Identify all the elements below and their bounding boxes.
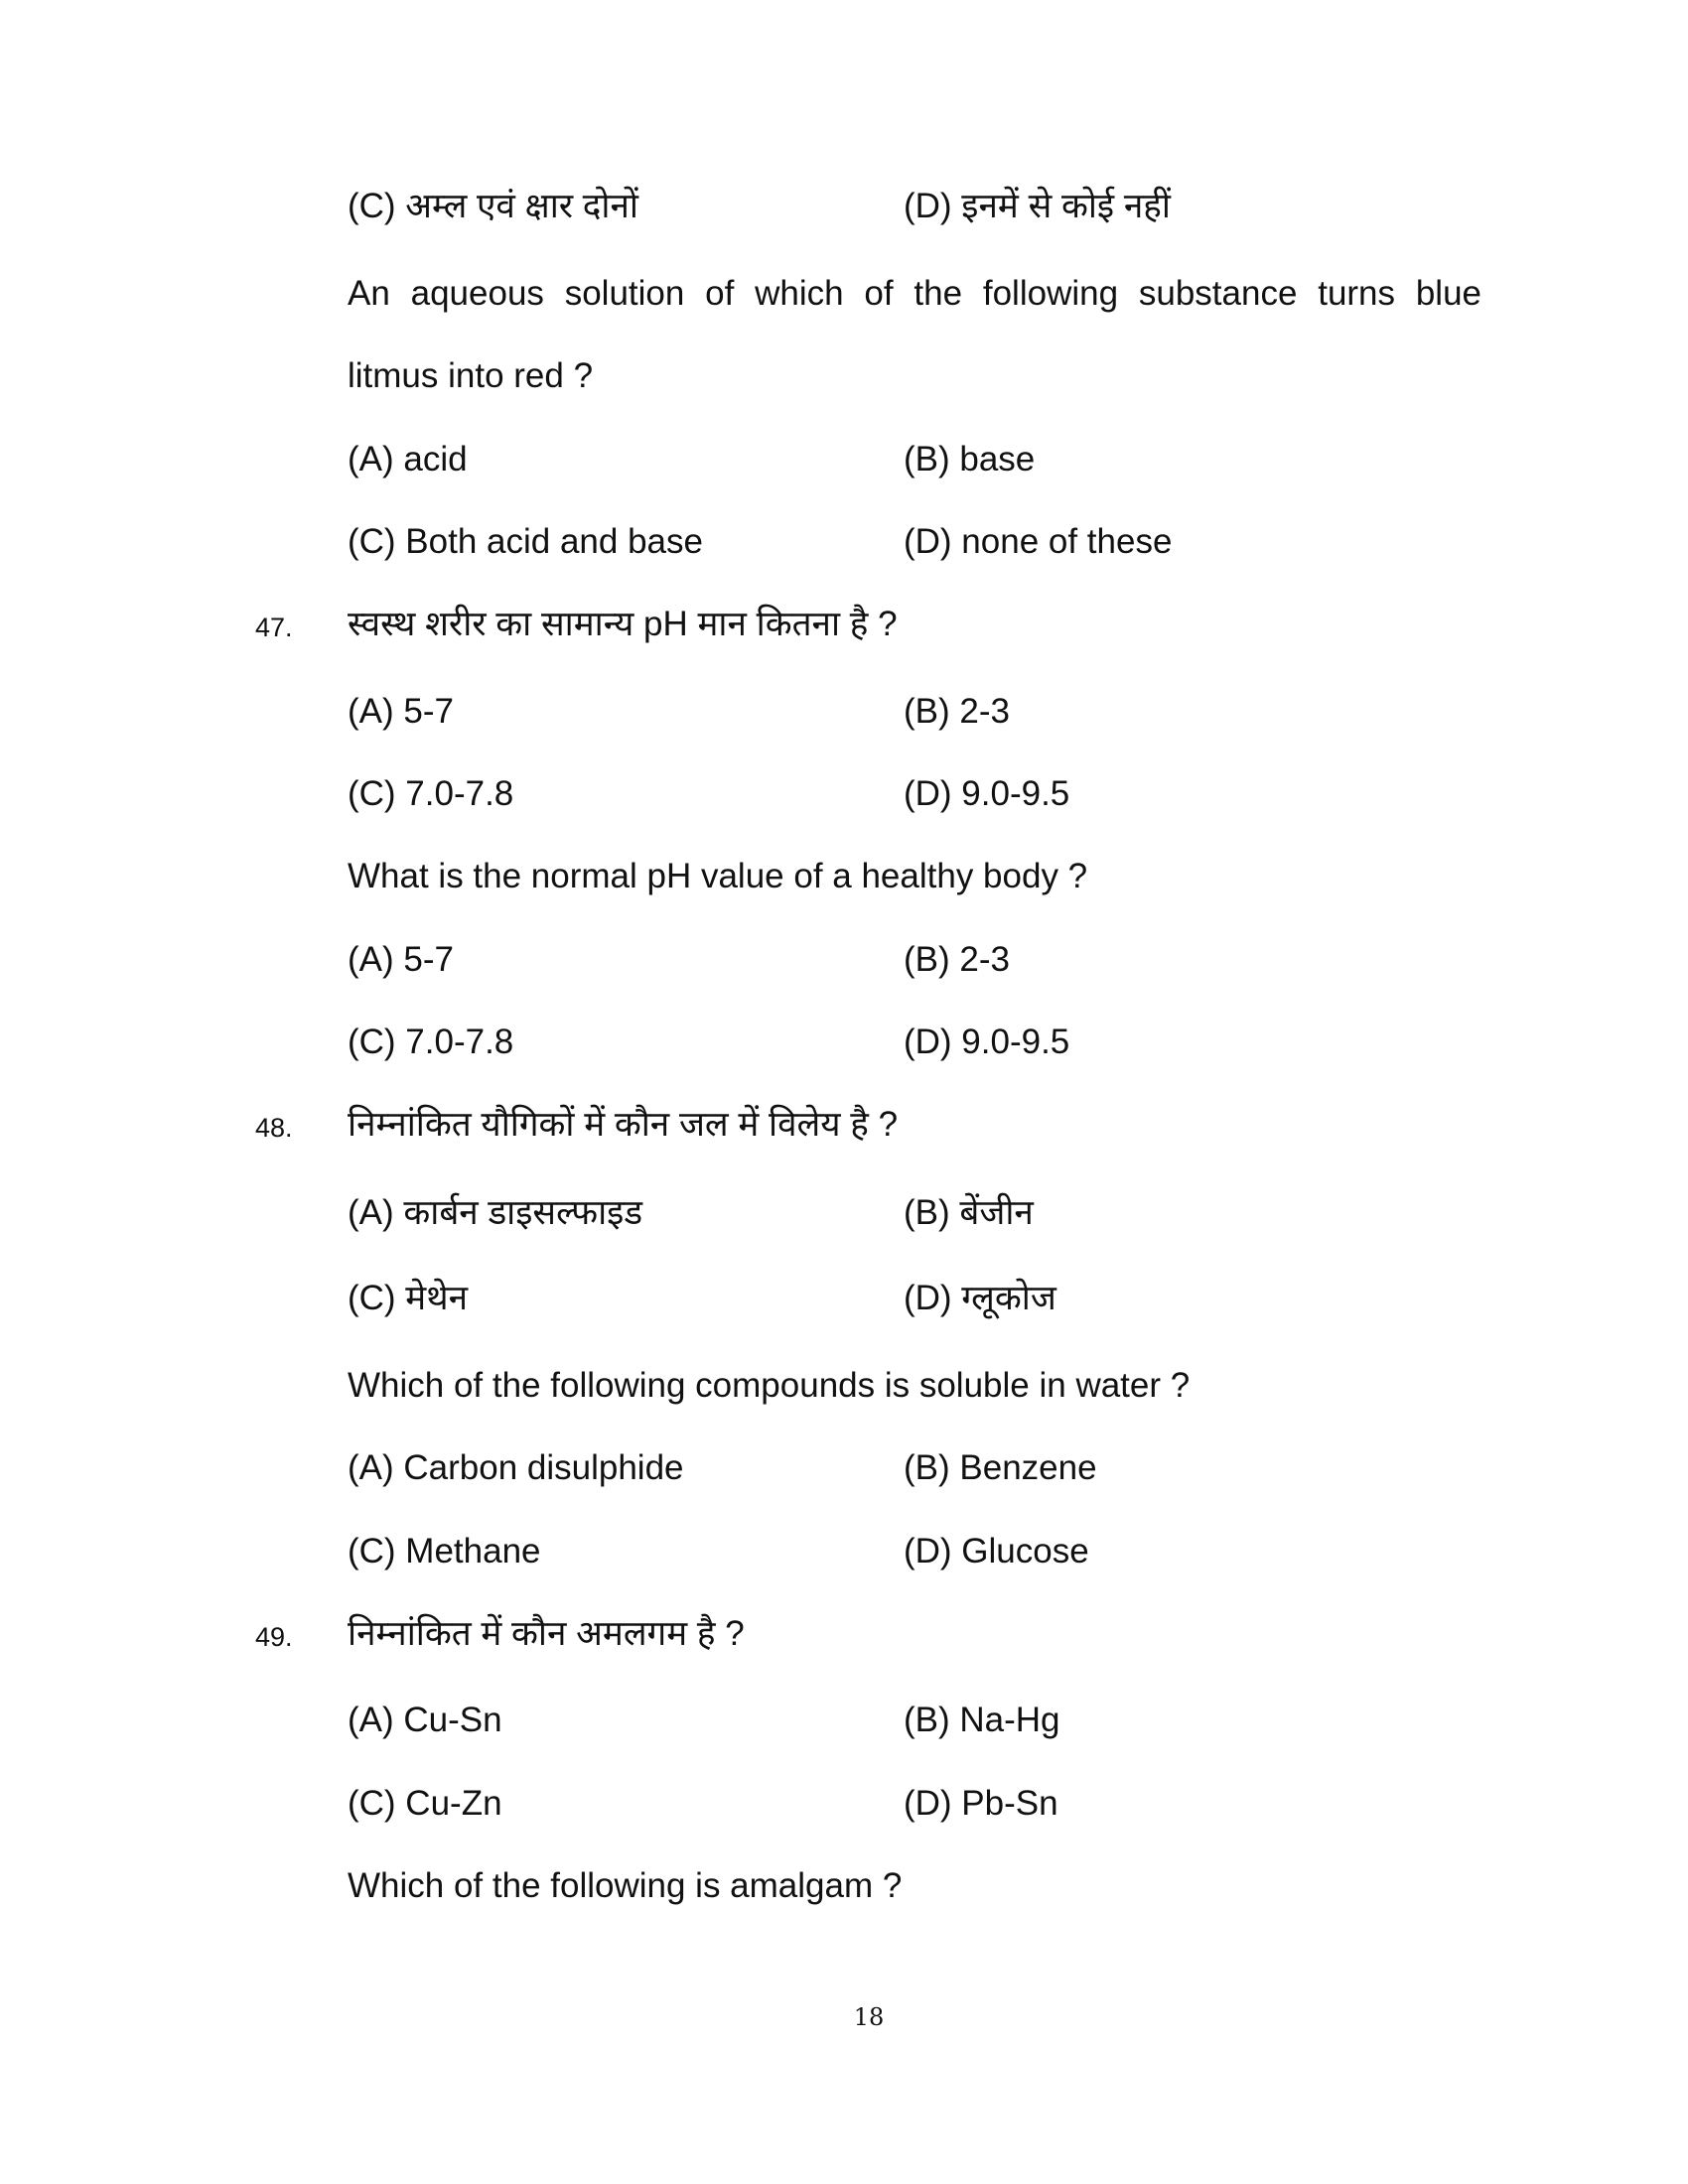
q47-en-question: What is the normal pH value of a healthy body ? [348,857,1088,895]
q49-number: 49. [255,1622,293,1652]
q48-en-option-d: (D) Glucose [904,1532,1089,1570]
q48-en-question: Which of the following compounds is soluble in water ? [348,1366,1191,1405]
q47-en-option-a: (A) 5-7 [348,940,454,979]
q49-hi-question: निम्नांकित में कौन अमलगम है ? [348,1614,745,1653]
q47-hi-option-c: (C) 7.0-7.8 [348,774,514,813]
q49-option-b: (B) Na-Hg [904,1701,1060,1739]
q47-hi-option-b: (B) 2-3 [904,692,1010,731]
q46-en-option-c: (C) Both acid and base [348,522,703,561]
q46-en-question-line1: An aqueous solution of which of the following substance turns blue [348,274,1481,313]
q48-hi-option-d: (D) ग्लूकोज [904,1279,1056,1317]
q48-number: 48. [255,1113,293,1143]
q48-hi-question: निम्नांकित यौगिकों में कौन जल में विलेय है ? [348,1105,899,1144]
q46-en-option-a: (A) acid [348,440,468,478]
page-number: 18 [853,2003,885,2031]
q47-number: 47. [255,613,293,642]
q48-hi-option-b: (B) बेंजीन [904,1193,1034,1232]
q46-hi-option-c: (C) अम्ल एवं क्षार दोनों [348,187,638,225]
q47-hi-option-a: (A) 5-7 [348,692,454,731]
q47-hi-question: स्वस्थ शरीर का सामान्य pH मान कितना है ? [348,605,898,643]
q46-hi-option-d: (D) इनमें से कोई नहीं [904,187,1171,225]
q48-en-option-a: (A) Carbon disulphide [348,1448,684,1487]
q48-hi-option-a: (A) कार्बन डाइसल्फाइड [348,1193,643,1232]
q47-en-option-c: (C) 7.0-7.8 [348,1023,514,1061]
q48-en-option-b: (B) Benzene [904,1448,1097,1487]
q46-en-option-b: (B) base [904,440,1036,478]
q49-option-d: (D) Pb-Sn [904,1784,1058,1823]
q49-option-c: (C) Cu-Zn [348,1784,502,1823]
q46-en-option-d: (D) none of these [904,522,1173,561]
q49-en-question: Which of the following is amalgam ? [348,1866,903,1905]
q47-hi-option-d: (D) 9.0-9.5 [904,774,1070,813]
q47-en-option-d: (D) 9.0-9.5 [904,1023,1070,1061]
q48-hi-option-c: (C) मेथेन [348,1279,469,1317]
q48-en-option-c: (C) Methane [348,1532,541,1570]
q47-en-option-b: (B) 2-3 [904,940,1010,979]
q46-en-question-line2: litmus into red ? [348,356,594,395]
q49-option-a: (A) Cu-Sn [348,1701,502,1739]
